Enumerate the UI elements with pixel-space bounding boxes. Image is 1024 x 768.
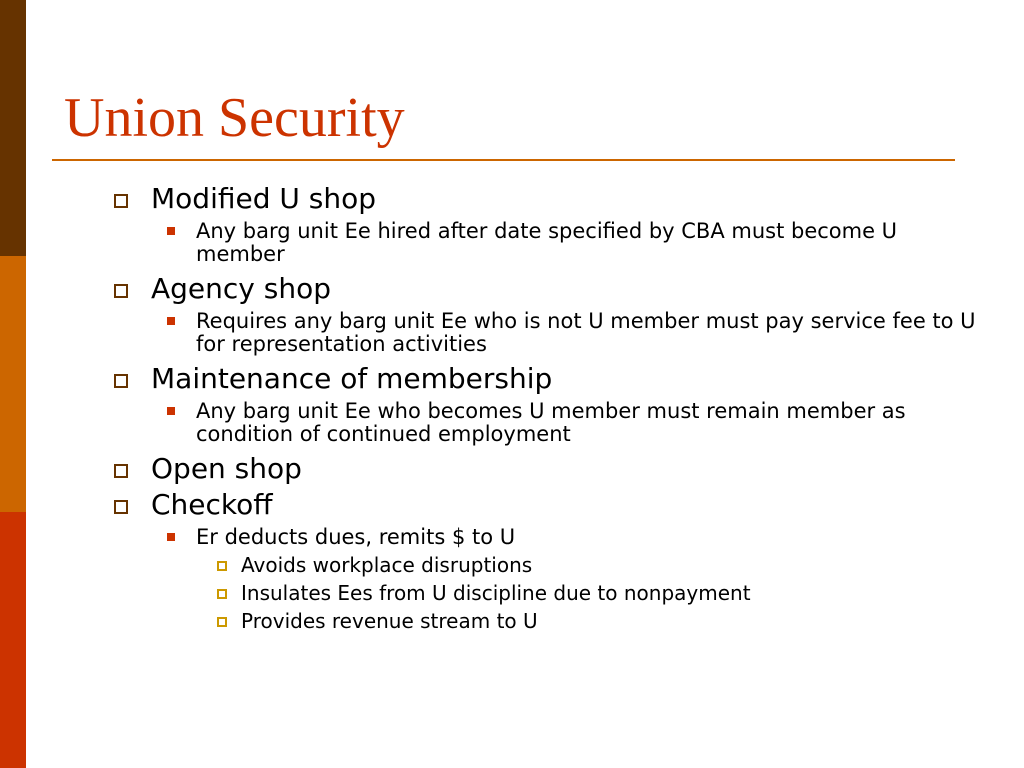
sub-bullet-item [110,526,990,549]
bullet-list [110,180,990,635]
bullet-text: Modified U shop [151,182,377,215]
hollow-square-bullet-icon [114,374,128,388]
bullet-text: Agency shop [151,272,332,305]
sub-bullet-item [110,310,990,356]
hollow-square-bullet-icon [114,194,128,208]
filled-square-bullet-icon [167,407,175,415]
side-band-top [0,0,26,256]
bullet-item [110,182,990,216]
side-band-middle [0,256,26,512]
sub-bullet-text: Er deducts dues, remits $ to U [196,525,516,549]
third-level-item [110,579,990,607]
third-level-item [110,551,990,579]
third-level-text: Provides revenue stream to U [241,609,538,633]
bullet-text: Open shop [151,452,302,485]
sub-bullet-text: Any barg unit Ee who becomes U member must remain member as condition of continued employment [196,399,906,446]
hollow-square-bullet-icon [114,500,128,514]
bullet-item [110,272,990,306]
small-hollow-square-bullet-icon [217,561,227,571]
hollow-square-bullet-icon [114,284,128,298]
small-hollow-square-bullet-icon [217,589,227,599]
hollow-square-bullet-icon [114,464,128,478]
slide-title: Union Security [64,87,405,149]
small-hollow-square-bullet-icon [217,617,227,627]
filled-square-bullet-icon [167,227,175,235]
sub-bullet-text: Any barg unit Ee hired after date specified by CBA must become U member [196,219,898,266]
filled-square-bullet-icon [167,317,175,325]
sub-bullet-item [110,220,990,266]
filled-square-bullet-icon [167,533,175,541]
third-level-list [110,551,990,635]
third-level-item [110,607,990,635]
bullet-text: Maintenance of membership [151,362,553,395]
bullet-item [110,488,990,522]
title-divider [52,159,955,161]
sub-bullet-item [110,400,990,446]
bullet-item [110,452,990,486]
bullet-item [110,362,990,396]
sub-bullet-text: Requires any barg unit Ee who is not U member must pay service fee to U for representation activities [196,309,976,356]
third-level-text: Insulates Ees from U discipline due to nonpayment [241,581,751,605]
side-band-bottom [0,512,26,768]
third-level-text: Avoids workplace disruptions [241,553,533,577]
bullet-text: Checkoff [151,488,273,521]
